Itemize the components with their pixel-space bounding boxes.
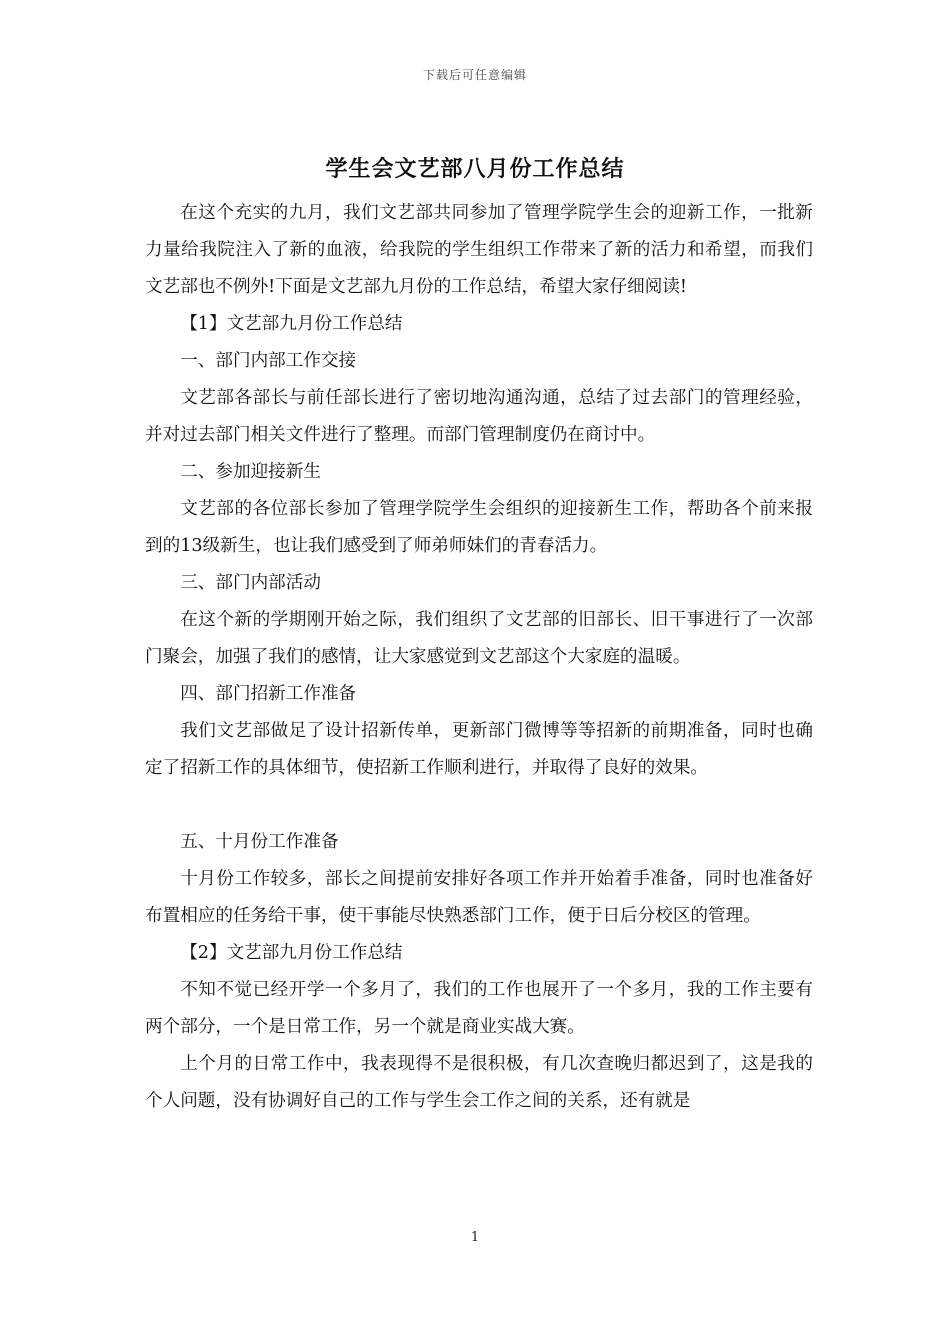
section-heading-1: 【1】文艺部九月份工作总结 xyxy=(180,314,403,334)
subheading-4: 四、部门招新工作准备 xyxy=(180,684,357,704)
subheading-1: 一、部门内部工作交接 xyxy=(180,351,357,371)
document-title: 学生会文艺部八月份工作总结 xyxy=(325,156,625,182)
subheading-2: 二、参加迎接新生 xyxy=(180,462,321,482)
paragraph-3: 在这个新的学期刚开始之际，我们组织了文艺部的旧部长、旧干事进行了一次部门聚会，加强了我们的感情，让大家感觉到文艺部这个大家庭的温暖。 xyxy=(145,610,813,667)
paragraph-2: 文艺部的各位部长参加了管理学院学生会组织的迎接新生工作，帮助各个前来报到的13级新生，也让我们感受到了师弟师妹们的青春活力。 xyxy=(145,499,813,556)
subheading-3: 三、部门内部活动 xyxy=(180,573,321,593)
document-body xyxy=(145,195,813,1120)
section-heading-2: 【2】文艺部九月份工作总结 xyxy=(180,943,403,963)
paragraph-5: 十月份工作较多，部长之间提前安排好各项工作并开始着手准备，同时也准备好布置相应的任务给干事，使干事能尽快熟悉部门工作，便于日后分校区的管理。 xyxy=(145,869,813,926)
header-note: 下载后可任意编辑 xyxy=(422,68,527,82)
page-number: 1 xyxy=(470,1230,480,1245)
blank-line xyxy=(145,787,813,824)
paragraph-6: 不知不觉已经开学一个多月了，我们的工作也展开了一个多月，我的工作主要有两个部分，一个是日常工作，另一个就是商业实战大赛。 xyxy=(145,980,813,1037)
paragraph-intro: 在这个充实的九月，我们文艺部共同参加了管理学院学生会的迎新工作，一批新力量给我院注入了新的血液，给我院的学生组织工作带来了新的活力和希望，而我们文艺部也不例外!下面是文艺部九月份的工作总结，希望大家仔细阅读! xyxy=(145,203,813,297)
paragraph-1: 文艺部各部长与前任部长进行了密切地沟通沟通，总结了过去部门的管理经验，并对过去部门相关文件进行了整理。而部门管理制度仍在商讨中。 xyxy=(145,388,813,445)
paragraph-7: 上个月的日常工作中，我表现得不是很积极，有几次查晚归都迟到了，这是我的个人问题，没有协调好自己的工作与学生会工作之间的关系，还有就是 xyxy=(145,1054,813,1111)
subheading-5: 五、十月份工作准备 xyxy=(180,832,339,852)
paragraph-4: 我们文艺部做足了设计招新传单，更新部门微博等等招新的前期准备，同时也确定了招新工作的具体细节，使招新工作顺利进行，并取得了良好的效果。 xyxy=(145,721,813,778)
